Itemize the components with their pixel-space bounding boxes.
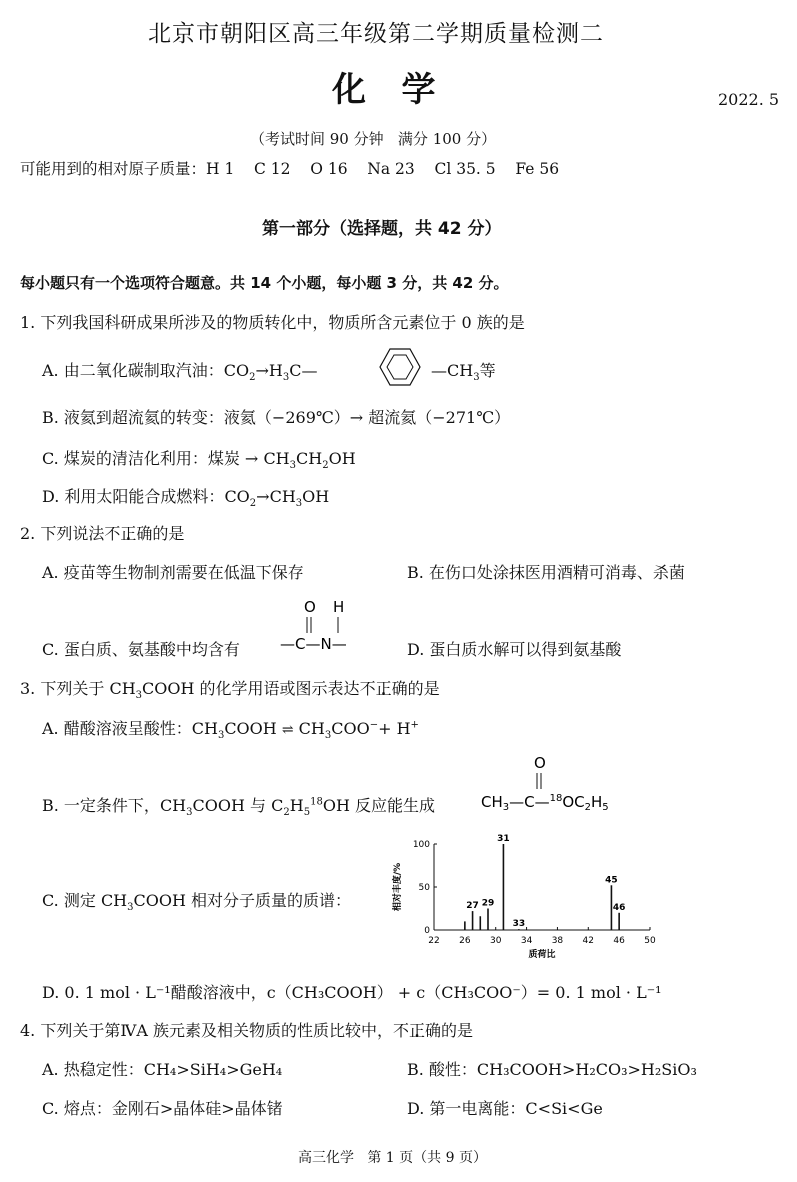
peak-label: 31 [497, 834, 510, 844]
q3-b-post: 反应能生成 [349, 796, 435, 815]
q3-stem: 3. 下列关于 $CH_3COOH$ 的化学用语或图示表达不正确的是 [20, 676, 440, 699]
q3-a-label: A. 醋酸溶液呈酸性： [42, 719, 192, 738]
mass-spectrum-chart [388, 830, 663, 965]
peak-label: 46 [612, 902, 626, 913]
part1-heading: 第一部分（选择题，共 42 分） [262, 219, 502, 239]
x-tick-label: 26 [459, 936, 471, 946]
q4-option-b: B. 酸性：CH₃COOH>H₂CO₃>H₂SiO₃ [407, 1060, 697, 1079]
x-tick-label: 22 [428, 936, 440, 946]
q3-c-post: 相对分子质量的质谱： [185, 891, 352, 910]
q3-stem-post: 的是 [407, 679, 440, 698]
q3-stem-mid: 的化学用语或图示表达 [194, 679, 360, 698]
q3-stem-pre: 3. 下列关于 [20, 679, 110, 698]
q1-option-b: B. 液氦到超流氦的转变：液氦（−269℃）→ 超流氦（−271℃） [42, 408, 511, 427]
q4-stem-post: 的是 [441, 1021, 474, 1040]
q1-option-d: D. 利用太阳能合成燃料：$CO_2\to CH_3OH$ [42, 487, 330, 510]
q3-c-label: C. 测定 [42, 891, 101, 910]
svg-text:O: O [534, 754, 546, 772]
q4-option-d: D. 第一电离能：C<Si<Ge [407, 1099, 603, 1118]
equilibrium-arrow-icon: ⇌ [281, 722, 294, 738]
svg-text:O: O [304, 598, 316, 616]
y-axis-title: 相对丰度/% [393, 862, 403, 912]
q1-stem: 1. 下列我国科研成果所涉及的物质转化中，物质所含元素位于 0 族的是 [20, 313, 525, 332]
q1-option-c: C. 煤炭的清洁化利用：煤炭 → $CH_3CH_2OH$ [42, 449, 356, 472]
y-tick-label: 0 [424, 926, 430, 936]
q4-stem-emphasis: 不正确 [392, 1021, 441, 1040]
subject-title: 化 学 [332, 70, 436, 110]
x-tick-label: 42 [582, 936, 595, 946]
q4-stem [20, 1018, 473, 1041]
x-tick-label: 46 [613, 936, 625, 946]
q2-stem-post: 的是 [152, 524, 185, 543]
amide-bond-structure [280, 596, 375, 658]
q2-option-b: B. 在伤口处涂抹医用酒精可消毒、杀菌 [407, 563, 685, 582]
x-tick-label: 34 [520, 936, 533, 946]
peak-label: 45 [605, 875, 618, 886]
q1-a-formula: $CO_2\to H_3C—$ [223, 361, 318, 384]
q1-a-tail: $—CH_3$等 [431, 361, 496, 384]
q1-option-a [42, 358, 318, 384]
x-axis-title: 质荷比 [528, 950, 556, 960]
svg-text:H: H [333, 598, 345, 616]
q3-option-c: C. 测定 $CH_3COOH$ 相对分子质量的质谱： [42, 891, 352, 914]
y-tick-label: 100 [412, 840, 430, 850]
svg-text:CH3—C—18OC2H5: $CH_3—C—^{18}OC_2H_5$ [481, 793, 609, 813]
q1-d-label: D. 利用太阳能合成燃料： [42, 487, 225, 506]
q1-a-label: A. 由二氧化碳制取汽油： [42, 361, 224, 380]
q2-option-c: C. 蛋白质、氨基酸中均含有 [42, 640, 240, 659]
q4-option-c: C. 熔点：金刚石>晶体硅>晶体锗 [42, 1099, 283, 1118]
x-tick-label: 50 [644, 936, 656, 946]
q2-stem-emphasis: 不正确 [104, 524, 153, 543]
q2-stem-pre: 2. 下列说法 [20, 524, 105, 543]
peak-label: 27 [466, 901, 479, 912]
y-tick-label: 50 [418, 883, 430, 893]
exam-date: 2022. 5 [718, 90, 780, 109]
q4-stem-pre: 4. 下列关于第ⅣA 族元素及相关物质的性质比较中， [20, 1021, 393, 1040]
q4-option-a: A. 热稳定性：CH₄>SiH₄>GeH₄ [42, 1060, 283, 1079]
peak-label: 33 [512, 919, 526, 930]
x-tick-label: 38 [551, 936, 564, 946]
q3-b-mid: 与 [244, 796, 272, 815]
exam-title: 北京市朝阳区高三年级第二学期质量检测二 [148, 21, 604, 47]
q3-b-label: B. 一定条件下， [42, 796, 160, 815]
q3-option-a: A. 醋酸溶液呈酸性：$CH_3COOH$ ⇌ $CH_3COO^-+ H^+$ [42, 719, 419, 742]
exam-info: （考试时间 90 分钟 满分 100 分） [250, 130, 497, 148]
ester-structure [478, 752, 648, 814]
q3-option-b: B. 一定条件下，$CH_3COOH$ 与 $C_2H_5^{18}OH$ 反应能生成 [42, 796, 435, 819]
q3-option-d: D. 0. 1 mol · L⁻¹醋酸溶液中，c（CH₃COOH） + c（CH₃COO⁻）= 0. 1 mol · L⁻¹ [42, 983, 662, 1002]
x-tick-label: 30 [489, 936, 502, 946]
q2-option-d: D. 蛋白质水解可以得到氨基酸 [407, 640, 622, 659]
benzene-ring [366, 345, 434, 389]
part1-instruction: 每小题只有一个选项符合题意。共 14 个小题，每小题 3 分，共 42 分。 [20, 274, 509, 292]
peak-label: 29 [481, 898, 495, 909]
svg-text:—C—N—: —C—N— [280, 635, 347, 653]
q2-stem [20, 521, 184, 544]
q3-stem-emphasis: 不正确 [359, 679, 408, 698]
q1-c-label: C. 煤炭的清洁化利用：煤炭 → [42, 449, 264, 468]
q2-option-a: A. 疫苗等生物制剂需要在低温下保存 [42, 563, 304, 582]
atomic-masses: 可能用到的相对原子质量：H 1 C 12 O 16 Na 23 Cl 35. 5 Fe 56 [20, 160, 560, 178]
page-footer: 高三化学 第 1 页（共 9 页） [298, 1150, 487, 1166]
